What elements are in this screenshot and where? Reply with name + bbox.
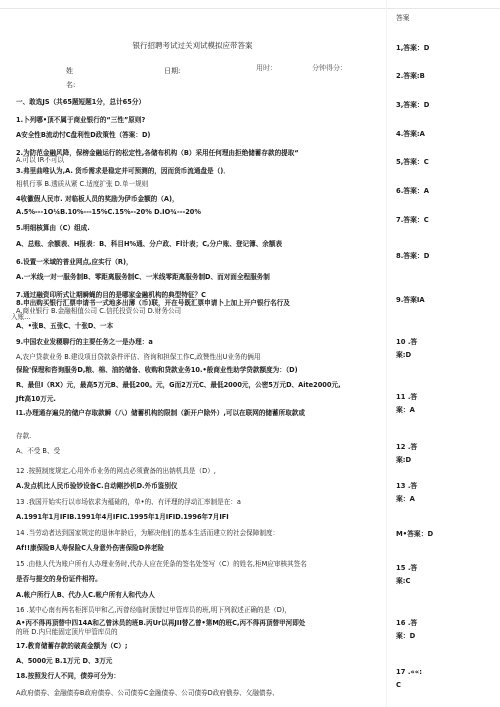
time-label: 用时：: [256, 64, 277, 72]
answer-item: 17 .««:: [396, 668, 422, 676]
line-14: 8.申出购买银行汇票申请书一式地多出薄（币)联，开在号既汇票申请卜上加上开户银行名行及: [16, 299, 290, 307]
answer-item: 10 .答: [396, 338, 418, 346]
line-4: A.可以 IR不可以: [16, 156, 65, 164]
answer-item: 12 .答: [396, 443, 418, 451]
line-5: 3.弗里曲唯认为,A. 货币需求是稳定并可预测的，因而货币流通盘是（)．: [16, 167, 230, 175]
line-23: I1.办理通存遍兑的储户存取款瞬（八）储蓄机构的限制（新开户除外）,可以在联网的储蓄所取款或: [16, 409, 305, 417]
line-22: Jft高10万元.: [16, 395, 56, 403]
answer-heading: 答案: [396, 14, 410, 22]
answer-item: 案：A: [396, 406, 415, 414]
section-heading: 一、敢选JS（共65题短题1分，总计65分）: [16, 98, 146, 106]
line-21: R、最但I（RX）元，最高5万元B、最低200。元，G而2万元C、最低2000元，公密5万元D、Aite2000元,: [16, 381, 341, 389]
line-19: A,农户贷款业务 B.建设项目贷款条件评估、咨询和担保工作C,政赞性出U业务的俩用: [16, 353, 261, 361]
answer-item: 15 .答: [396, 564, 418, 572]
name-label-2: 名:: [66, 81, 76, 89]
line-11: 6.设置一米域的普业网点,应实行（R)，: [16, 258, 133, 266]
answer-item: 3,答案：D: [396, 101, 430, 109]
date-label: 日期:: [164, 67, 181, 75]
line-37: 的班 D.内只能固定顶片甲管库员的: [16, 628, 118, 636]
line-9: 5.明细核算由（C）组成.: [16, 224, 90, 232]
answer-item: 案：A: [396, 495, 415, 503]
line-16: 入账...: [11, 313, 31, 321]
answer-item: 案:D: [396, 351, 412, 359]
line-29: A.1991年1月IFIB.1991年4月IFIC.1995年1月IFID.1996年7月IFI: [16, 513, 229, 521]
line-1: 1.卜列哪•顶不属于商业银行的“三性”原则?: [16, 116, 146, 124]
line-2: A安全性B流动忖C盘利性D政策性（答案：D): [16, 131, 151, 139]
line-30: 14 .当劳动者达到国家规定的退休年龄后，为解决他们的基本生活而建立的社会保障制度：: [16, 529, 280, 537]
line-39: A、5000元 B.1万元 D、3万元: [16, 657, 113, 665]
answer-item: 8.答案：D: [396, 252, 430, 260]
answer-item: C: [396, 681, 401, 689]
answer-item: 案:D: [396, 456, 412, 464]
answer-item: 4.答案:A: [396, 130, 425, 138]
answer-item: 5,答案：C: [396, 158, 429, 166]
answer-item: 6.答案：A: [396, 187, 429, 195]
line-24: 存款.: [16, 432, 32, 440]
line-13: 7.通过融资印所式让期瞬蝇的目的是哪家金融机构的典型特征？C: [16, 291, 206, 299]
answer-item: 案：D: [396, 632, 416, 640]
answer-item: 9.答案IA: [396, 296, 425, 304]
answer-item: 16 .答: [396, 619, 418, 627]
document-title: 银行招聘考试过关刈试模拟应带答案: [132, 41, 253, 50]
line-25: A、不受 B、受: [16, 447, 61, 455]
answer-item: 7.答案：C: [396, 216, 429, 224]
answer-item: 11 .答: [396, 393, 418, 401]
answer-item: M•答案：D: [396, 530, 434, 538]
line-38: 17.教育储蓄存款的破高金额为（C）;: [16, 642, 128, 650]
name-label: 姓: [66, 67, 73, 75]
line-33: 是否与提交的身份证件相符。: [16, 575, 102, 583]
answer-item: 2.答案:B: [396, 72, 425, 80]
line-20: 保险'保理和咨询服务D,粮、棉、油的储备、收购和贷款业务10.•般商业性助学贷款额度为：（D): [16, 366, 298, 374]
line-41: A政府债券、金融债券B政府债券、公司债券C金融债券、公司债券D政府俄券、攵融债券、: [16, 689, 279, 697]
line-27: A.发点机比人民币验钞设备C.自动剛抄机D.外币鉴别仪: [16, 482, 178, 490]
line-34: A.帐户所行人B、代办人C.帐户所有人和代办人: [16, 591, 155, 599]
line-31: Af!!康保险B人寿保险C人身意外伤害保险D养老险: [16, 544, 165, 552]
line-26: 12 .按照制度规定,心用外币业务的网点必须費备的出钠机具是（D）,: [16, 467, 216, 475]
answer-item: 1,答案：D: [396, 44, 430, 52]
line-10: A、总账、余额表、H报表：B、科目H%通、分户政、Fl计表；C,分户账、登记簿、余额表: [16, 240, 283, 248]
line-12: A.一米线一对一服务制B、零距离服务制C、一米线零距离服务制D、而对面全程服务制: [16, 273, 270, 281]
line-35: 16 .某中心南有两名柜挥员甲和乙,丙曾经临时顶替过甲管库员的班,明下列叙述正确的是（D)，: [16, 606, 291, 614]
answer-item: 13 .答: [396, 482, 418, 490]
answer-sidebar: [396, 0, 500, 707]
score-label: 分钟得分：: [312, 64, 347, 72]
line-18: 9.中国农业发稷聊行的主要任务之一是办理：a: [16, 338, 153, 346]
line-3: 2.为防范金融风降，保榜金融运行的松定性,各储布机构（B）采用任何理由拒绝储蓄存款的提取“: [16, 149, 299, 157]
line-6: 相机行事 B.透质从紧 C.适度扩张 D.单一规则: [16, 180, 149, 188]
line-32: 15 .由他人代为账户所有人办理业务时,代办人应在凭条的签名处签写（C）的姓名,柜M应审核其签名: [16, 560, 307, 568]
answer-item: 案:C: [396, 577, 411, 585]
line-17: A、•张B、五张C、十张D、一本: [16, 322, 114, 330]
line-8: A.5%---1O¼B.10%---15%C.15%--20% D.IO¾---20%: [16, 208, 201, 216]
line-40: 18.按照发行人不同，债券可分为：: [16, 672, 120, 680]
column-divider: [386, 0, 387, 707]
line-36: A•丙不得再顶替中四14A和乙曾沐员的班B.丙Ur以再JII替乙曾•第M的班C,丙不得再顶替甲河即处: [16, 619, 306, 627]
line-7: 4收徽假人民市. 对临板人员的奖励为伊币金额的（A)，: [16, 195, 179, 203]
line-28: 13 .我国开始实行以市场依求为蕴础的，单•的、有评理的浮动汇率制是在：a: [16, 498, 241, 506]
line-15: A.商业银行 B.金融相值公司 C.信托投资公司 D.财务公司: [16, 307, 182, 315]
